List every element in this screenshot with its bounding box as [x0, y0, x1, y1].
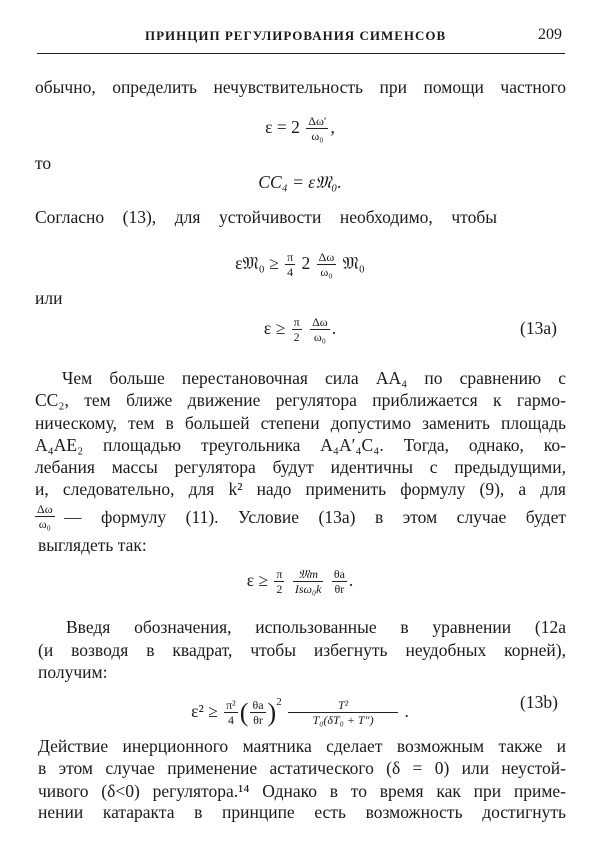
text-line: — формулу (11). Условие (13a) в этом случае будет: [64, 507, 566, 527]
numerator: Δω: [318, 250, 335, 265]
numerator: π: [293, 315, 300, 330]
fraction: [288, 698, 398, 727]
eq-coefficient: 2: [301, 253, 311, 273]
text-line: Действие инерционного маятника сделает возможным также и: [38, 736, 566, 756]
text-line: лебания массы регулятора будут идентичны с предыдущими,: [35, 457, 566, 477]
denominator: Isω₀k: [294, 582, 322, 597]
text-line: и, следовательно, для k² надо применить формулу (9), а для: [35, 479, 566, 499]
numerator: θa: [333, 567, 345, 582]
numerator: Δω: [312, 315, 328, 330]
numerator: T²: [288, 698, 398, 713]
denominator: ω₀: [320, 265, 333, 280]
eq-lhs: ε𝔐₀ ≥: [235, 253, 279, 273]
denominator: θr: [334, 582, 345, 597]
text-line: чивого (δ<0) регулятора.¹⁴ Однако в то время как при приме-: [38, 781, 566, 801]
equation-13b: [0, 682, 600, 728]
equation-stability: [0, 243, 600, 283]
text-line: нении катаракта в принципе есть возможность достигнуть: [38, 802, 566, 822]
denominator: T₀(δT₀ + T″): [312, 713, 374, 728]
text-line: обычно, определить нечувствительность при помощи частного: [35, 77, 566, 97]
numerator: Δω′: [308, 114, 327, 129]
text-line: A₄AE₂ площадью треугольника A₄A′₄C₄. Тогда, однако, ко-: [35, 435, 566, 455]
fraction: [250, 698, 265, 727]
denominator: θr: [253, 713, 263, 728]
eq-tail: .: [404, 701, 409, 721]
fraction: [317, 250, 337, 279]
text-line: ническому, тем в большей степени допустимо заменить площадь: [35, 413, 566, 433]
text-line: (и возводя в квадрат, чтобы избегнуть неудобных корней),: [38, 640, 566, 660]
running-title: ПРИНЦИП РЕГУЛИРОВАНИЯ СИМЕНСОВ: [145, 28, 447, 43]
denominator: 4: [287, 265, 294, 280]
fraction: [310, 315, 330, 344]
eq-tail: .: [348, 570, 354, 590]
eq-tail: ,: [330, 117, 335, 137]
denominator: ω₀: [38, 517, 51, 531]
text-line: получим:: [38, 662, 108, 682]
running-header: [0, 28, 600, 48]
fraction: [332, 567, 347, 596]
equation-inertia: [0, 560, 600, 600]
text-line: Согласно (13), для устойчивости необходимо, чтобы: [35, 207, 497, 227]
equation-number: (13b): [520, 692, 558, 712]
numerator: 𝔐m: [293, 567, 324, 582]
text-line: то: [35, 153, 52, 173]
fraction: [285, 250, 295, 279]
header-rule: [37, 53, 565, 54]
fraction: [293, 567, 324, 596]
numerator: π: [287, 250, 294, 265]
text-line: или: [35, 288, 63, 308]
text-line: CC₂, тем ближе движение регулятора приближается к гармо-: [35, 390, 566, 410]
equation-epsilon: [0, 107, 600, 147]
numerator: π²: [226, 698, 236, 713]
equation-cc4: CC₄ = ε𝔐₀.: [258, 172, 342, 192]
fraction: [292, 315, 302, 344]
text-line: в этом случае применение астатического (δ = 0) или неустой-: [38, 758, 566, 778]
exponent: 2: [276, 696, 282, 708]
eq-lhs: ε = 2: [265, 117, 300, 137]
text-line: выглядеть так:: [38, 535, 147, 555]
right-paren: ): [267, 697, 277, 727]
denominator: 4: [227, 713, 234, 728]
denominator: ω₀: [313, 330, 326, 345]
eq-lhs: ε ≥: [263, 318, 286, 338]
eq-tail: 𝔐₀: [342, 253, 365, 273]
text-line: Чем больше перестановочная сила AA₄ по сравнению с: [62, 368, 566, 388]
eq-tail: .: [331, 318, 337, 338]
left-paren: (: [239, 697, 249, 727]
numerator: Δω: [37, 502, 53, 516]
eq-lhs: ε ≥: [246, 570, 269, 590]
numerator: π: [276, 567, 283, 582]
numerator: θa: [252, 698, 264, 713]
inline-fraction: [35, 502, 55, 531]
denominator: 2: [293, 330, 300, 345]
fraction: [224, 698, 238, 727]
equation-number: (13a): [520, 318, 557, 338]
eq-lhs: ε² ≥: [191, 701, 218, 721]
page-number: 209: [538, 26, 562, 43]
text-line: Введя обозначения, использованные в уравнении (12a: [66, 617, 566, 637]
fraction: [306, 114, 328, 143]
fraction: [274, 567, 284, 596]
denominator: 2: [276, 582, 283, 597]
equation-13a: [0, 308, 600, 348]
denominator: ω₀: [311, 129, 324, 144]
